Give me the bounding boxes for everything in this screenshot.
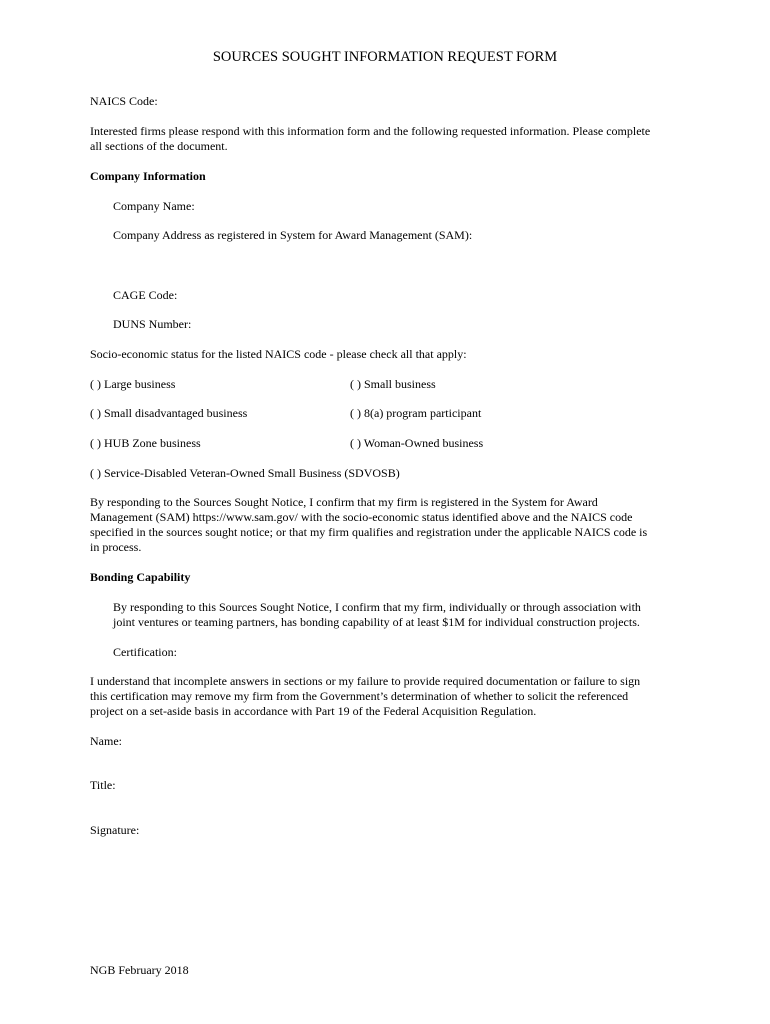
name-label: Name: [90, 734, 122, 748]
checkbox-small-business[interactable]: ( ) Small business [350, 377, 436, 391]
company-information-heading: Company Information [90, 169, 206, 183]
intro-paragraph [90, 124, 682, 154]
checkbox-sdvosb[interactable]: ( ) Service-Disabled Veteran-Owned Small Business (SDVOSB) [90, 466, 400, 480]
confirmation-line: specified in the sources sought notice; or that my firm qualifies and registration under the applicable NAICS code is [90, 525, 648, 539]
company-name-label: Company Name: [113, 199, 195, 213]
socio-economic-prompt: Socio-economic status for the listed NAICS code - please check all that apply: [90, 347, 467, 361]
confirmation-line: By responding to the Sources Sought Notice, I confirm that my firm is registered in the System for Award [90, 495, 598, 509]
naics-code-label: NAICS Code: [90, 94, 158, 108]
bonding-line: By responding to this Sources Sought Notice, I confirm that my firm, individually or through association with [113, 600, 641, 614]
checkbox-large-business[interactable]: ( ) Large business [90, 377, 176, 391]
bonding-line: joint ventures or teaming partners, has bonding capability of at least $1M for individual construction projects. [113, 615, 640, 629]
checkbox-8a-program-participant[interactable]: ( ) 8(a) program participant [350, 406, 482, 420]
duns-number-label: DUNS Number: [113, 317, 192, 331]
page-footer: NGB February 2018 [90, 963, 189, 977]
bonding-paragraph [113, 600, 683, 630]
title-label: Title: [90, 778, 116, 792]
certification-label: Certification: [113, 645, 177, 659]
confirmation-line: Management (SAM) https://www.sam.gov/ with the socio-economic status identified above and the NAICS code [90, 510, 633, 524]
understanding-line: this certification may remove my firm from the Government’s determination of whether to solicit the referenced [90, 689, 629, 703]
signature-label: Signature: [90, 823, 140, 837]
checkbox-small-disadvantaged-business[interactable]: ( ) Small disadvantaged business [90, 406, 248, 420]
form-title: SOURCES SOUGHT INFORMATION REQUEST FORM [212, 49, 558, 65]
company-address-label: Company Address as registered in System for Award Management (SAM): [113, 228, 473, 242]
bonding-capability-heading: Bonding Capability [90, 570, 191, 584]
intro-line: Interested firms please respond with this information form and the following requested information. Please complete [90, 124, 651, 138]
checkbox-woman-owned-business[interactable]: ( ) Woman-Owned business [350, 436, 484, 450]
understanding-paragraph [90, 674, 682, 719]
confirmation-paragraph [90, 495, 682, 555]
checkbox-hub-zone-business[interactable]: ( ) HUB Zone business [90, 436, 201, 450]
confirmation-line: in process. [90, 540, 142, 554]
understanding-line: I understand that incomplete answers in sections or my failure to provide required documentation or failure to sign [90, 674, 641, 688]
understanding-line: project on a set-aside basis in accordance with Part 19 of the Federal Acquisition Regulation. [90, 704, 537, 718]
intro-line: all sections of the document. [90, 139, 228, 153]
cage-code-label: CAGE Code: [113, 288, 178, 302]
